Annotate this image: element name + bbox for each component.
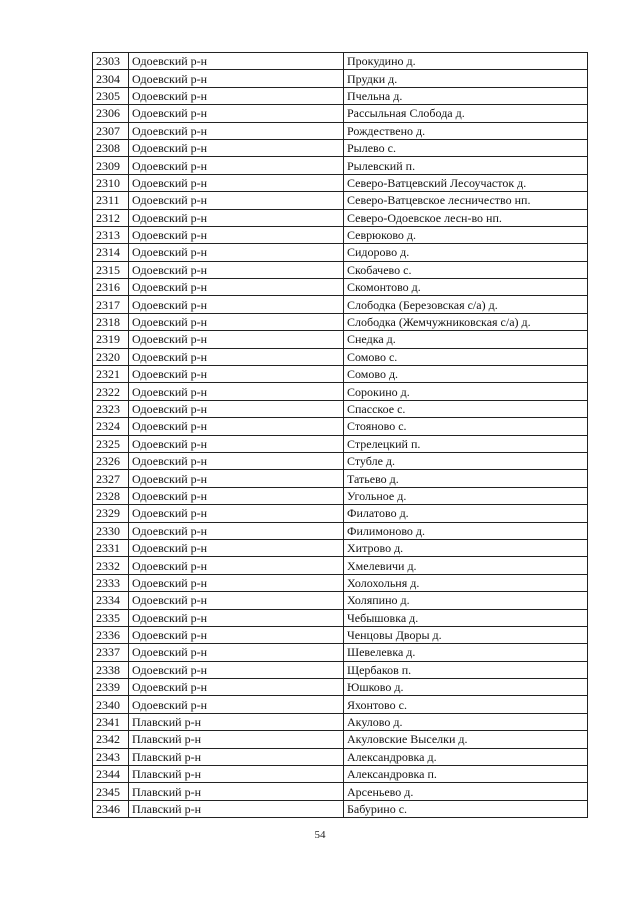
row-number-cell: 2318 — [93, 313, 129, 330]
row-number-cell: 2326 — [93, 452, 129, 469]
district-cell: Одоевский р-н — [129, 279, 344, 296]
table-row — [93, 192, 588, 209]
table-row — [93, 383, 588, 400]
table-row — [93, 418, 588, 435]
table-row — [93, 783, 588, 800]
table-row — [93, 574, 588, 591]
district-cell: Одоевский р-н — [129, 696, 344, 713]
settlement-cell: Слободка (Березовская с/а) д. — [344, 296, 588, 313]
row-number-cell: 2319 — [93, 331, 129, 348]
table-row — [93, 87, 588, 104]
district-cell: Одоевский р-н — [129, 557, 344, 574]
row-number-cell: 2308 — [93, 139, 129, 156]
district-cell: Одоевский р-н — [129, 105, 344, 122]
settlement-cell: Холохольня д. — [344, 574, 588, 591]
row-number-cell: 2336 — [93, 626, 129, 643]
row-number-cell: 2328 — [93, 487, 129, 504]
district-cell: Одоевский р-н — [129, 400, 344, 417]
row-number-cell: 2338 — [93, 661, 129, 678]
settlement-cell: Слободка (Жемчужниковская с/а) д. — [344, 313, 588, 330]
district-cell: Одоевский р-н — [129, 331, 344, 348]
table-row — [93, 105, 588, 122]
table-row — [93, 313, 588, 330]
row-number-cell: 2312 — [93, 209, 129, 226]
settlement-cell: Хитрово д. — [344, 539, 588, 556]
row-number-cell: 2325 — [93, 435, 129, 452]
table-row — [93, 766, 588, 783]
table-row — [93, 331, 588, 348]
row-number-cell: 2315 — [93, 261, 129, 278]
table-row — [93, 296, 588, 313]
settlement-cell: Арсеньево д. — [344, 783, 588, 800]
settlement-cell: Сомово с. — [344, 348, 588, 365]
table-row — [93, 522, 588, 539]
row-number-cell: 2344 — [93, 766, 129, 783]
table-row — [93, 626, 588, 643]
settlement-cell: Ченцовы Дворы д. — [344, 626, 588, 643]
district-cell: Одоевский р-н — [129, 313, 344, 330]
row-number-cell: 2340 — [93, 696, 129, 713]
settlement-cell: Северо-Одоевское лесн-во нп. — [344, 209, 588, 226]
district-cell: Плавский р-н — [129, 731, 344, 748]
district-cell: Одоевский р-н — [129, 209, 344, 226]
table-row — [93, 609, 588, 626]
row-number-cell: 2303 — [93, 53, 129, 70]
table-row — [93, 279, 588, 296]
table-row — [93, 661, 588, 678]
table-row — [93, 366, 588, 383]
district-cell: Одоевский р-н — [129, 244, 344, 261]
district-cell: Одоевский р-н — [129, 226, 344, 243]
settlement-cell: Рылевский п. — [344, 157, 588, 174]
row-number-cell: 2321 — [93, 366, 129, 383]
settlement-cell: Бабурино с. — [344, 800, 588, 817]
settlement-cell: Филатово д. — [344, 505, 588, 522]
table-row — [93, 748, 588, 765]
row-number-cell: 2311 — [93, 192, 129, 209]
district-cell: Одоевский р-н — [129, 609, 344, 626]
table-row — [93, 505, 588, 522]
table-row — [93, 592, 588, 609]
settlement-cell: Стубле д. — [344, 452, 588, 469]
district-cell: Одоевский р-н — [129, 122, 344, 139]
table-row — [93, 644, 588, 661]
settlement-cell: Северо-Ватцевский Лесоучасток д. — [344, 174, 588, 191]
row-number-cell: 2331 — [93, 539, 129, 556]
settlement-cell: Угольное д. — [344, 487, 588, 504]
district-cell: Плавский р-н — [129, 783, 344, 800]
row-number-cell: 2314 — [93, 244, 129, 261]
row-number-cell: 2313 — [93, 226, 129, 243]
row-number-cell: 2332 — [93, 557, 129, 574]
row-number-cell: 2327 — [93, 470, 129, 487]
settlement-cell: Акуловские Выселки д. — [344, 731, 588, 748]
district-cell: Одоевский р-н — [129, 452, 344, 469]
district-cell: Одоевский р-н — [129, 505, 344, 522]
table-row — [93, 209, 588, 226]
district-cell: Плавский р-н — [129, 748, 344, 765]
table-row — [93, 539, 588, 556]
row-number-cell: 2307 — [93, 122, 129, 139]
row-number-cell: 2316 — [93, 279, 129, 296]
settlement-cell: Снедка д. — [344, 331, 588, 348]
row-number-cell: 2320 — [93, 348, 129, 365]
table-row — [93, 679, 588, 696]
settlement-cell: Шевелевка д. — [344, 644, 588, 661]
table-row — [93, 244, 588, 261]
district-cell: Одоевский р-н — [129, 574, 344, 591]
table-row — [93, 261, 588, 278]
table-row — [93, 139, 588, 156]
table-row — [93, 53, 588, 70]
district-cell: Одоевский р-н — [129, 139, 344, 156]
row-number-cell: 2346 — [93, 800, 129, 817]
table-row — [93, 348, 588, 365]
district-cell: Плавский р-н — [129, 713, 344, 730]
row-number-cell: 2339 — [93, 679, 129, 696]
row-number-cell: 2304 — [93, 70, 129, 87]
district-cell: Одоевский р-н — [129, 522, 344, 539]
row-number-cell: 2309 — [93, 157, 129, 174]
district-cell: Одоевский р-н — [129, 383, 344, 400]
district-cell: Одоевский р-н — [129, 435, 344, 452]
district-cell: Одоевский р-н — [129, 487, 344, 504]
row-number-cell: 2335 — [93, 609, 129, 626]
row-number-cell: 2330 — [93, 522, 129, 539]
table-row — [93, 713, 588, 730]
settlement-cell: Северо-Ватцевское лесничество нп. — [344, 192, 588, 209]
table-row — [93, 174, 588, 191]
settlement-cell: Прудки д. — [344, 70, 588, 87]
row-number-cell: 2333 — [93, 574, 129, 591]
district-cell: Одоевский р-н — [129, 348, 344, 365]
settlement-cell: Рассыльная Слобода д. — [344, 105, 588, 122]
district-cell: Одоевский р-н — [129, 626, 344, 643]
row-number-cell: 2343 — [93, 748, 129, 765]
settlement-cell: Яхонтово с. — [344, 696, 588, 713]
table-row — [93, 226, 588, 243]
district-cell: Одоевский р-н — [129, 679, 344, 696]
district-cell: Одоевский р-н — [129, 192, 344, 209]
district-cell: Одоевский р-н — [129, 53, 344, 70]
settlement-cell: Акулово д. — [344, 713, 588, 730]
district-cell: Одоевский р-н — [129, 296, 344, 313]
row-number-cell: 2322 — [93, 383, 129, 400]
row-number-cell: 2337 — [93, 644, 129, 661]
settlement-cell: Сорокино д. — [344, 383, 588, 400]
settlement-cell: Рылево с. — [344, 139, 588, 156]
settlement-cell: Александровка п. — [344, 766, 588, 783]
district-cell: Одоевский р-н — [129, 70, 344, 87]
district-cell: Одоевский р-н — [129, 470, 344, 487]
settlement-cell: Сидорово д. — [344, 244, 588, 261]
settlement-cell: Скобачево с. — [344, 261, 588, 278]
district-cell: Одоевский р-н — [129, 157, 344, 174]
table-row — [93, 800, 588, 817]
settlement-cell: Скомонтово д. — [344, 279, 588, 296]
settlement-cell: Хмелевичи д. — [344, 557, 588, 574]
district-cell: Одоевский р-н — [129, 87, 344, 104]
settlement-cell: Щербаков п. — [344, 661, 588, 678]
district-cell: Одоевский р-н — [129, 261, 344, 278]
row-number-cell: 2345 — [93, 783, 129, 800]
row-number-cell: 2323 — [93, 400, 129, 417]
settlement-cell: Чебышовка д. — [344, 609, 588, 626]
table-row — [93, 470, 588, 487]
settlement-cell: Сомово д. — [344, 366, 588, 383]
table-row — [93, 70, 588, 87]
settlement-cell: Стрелецкий п. — [344, 435, 588, 452]
district-cell: Одоевский р-н — [129, 418, 344, 435]
settlement-cell: Татьево д. — [344, 470, 588, 487]
row-number-cell: 2305 — [93, 87, 129, 104]
table-row — [93, 452, 588, 469]
page-number: 54 — [314, 829, 326, 841]
settlement-cell: Холяпино д. — [344, 592, 588, 609]
table-row — [93, 122, 588, 139]
row-number-cell: 2329 — [93, 505, 129, 522]
table-body — [93, 53, 588, 818]
table-row — [93, 400, 588, 417]
settlement-cell: Пчельна д. — [344, 87, 588, 104]
district-cell: Одоевский р-н — [129, 644, 344, 661]
district-cell: Одоевский р-н — [129, 539, 344, 556]
settlement-cell: Рождествено д. — [344, 122, 588, 139]
district-cell: Одоевский р-н — [129, 174, 344, 191]
row-number-cell: 2342 — [93, 731, 129, 748]
table-row — [93, 157, 588, 174]
row-number-cell: 2310 — [93, 174, 129, 191]
table-row — [93, 731, 588, 748]
settlement-cell: Стояново с. — [344, 418, 588, 435]
row-number-cell: 2324 — [93, 418, 129, 435]
district-cell: Плавский р-н — [129, 800, 344, 817]
settlements-table — [92, 52, 588, 818]
row-number-cell: 2317 — [93, 296, 129, 313]
district-cell: Одоевский р-н — [129, 661, 344, 678]
table-row — [93, 696, 588, 713]
settlement-cell: Прокудино д. — [344, 53, 588, 70]
row-number-cell: 2334 — [93, 592, 129, 609]
settlement-cell: Севрюково д. — [344, 226, 588, 243]
settlement-cell: Юшково д. — [344, 679, 588, 696]
table-row — [93, 435, 588, 452]
settlement-cell: Александровка д. — [344, 748, 588, 765]
table-row — [93, 557, 588, 574]
settlement-cell: Спасское с. — [344, 400, 588, 417]
table-row — [93, 487, 588, 504]
row-number-cell: 2306 — [93, 105, 129, 122]
settlement-cell: Филимоново д. — [344, 522, 588, 539]
row-number-cell: 2341 — [93, 713, 129, 730]
district-cell: Одоевский р-н — [129, 366, 344, 383]
district-cell: Плавский р-н — [129, 766, 344, 783]
district-cell: Одоевский р-н — [129, 592, 344, 609]
